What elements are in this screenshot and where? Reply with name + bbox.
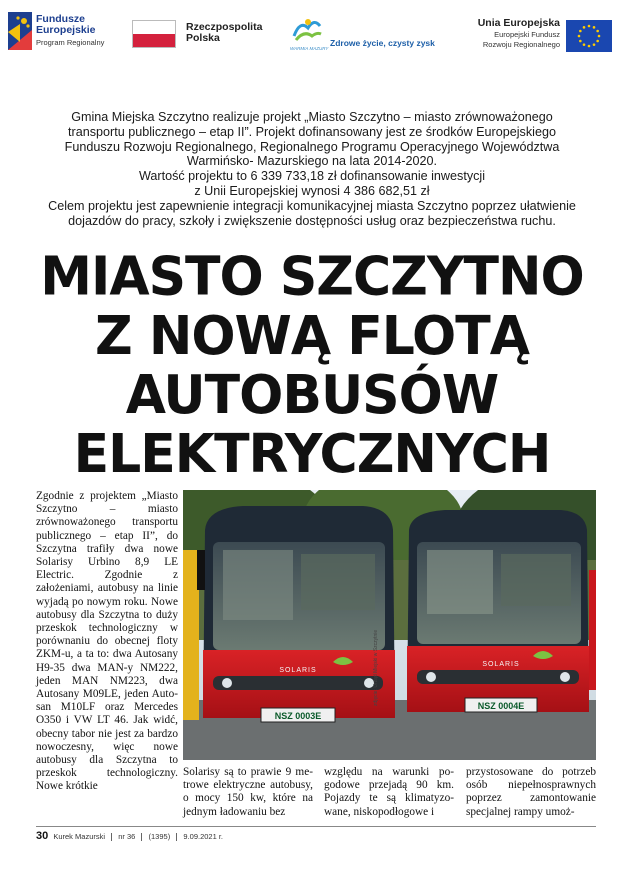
article-column-2: [183, 766, 313, 819]
footer-separator: [141, 833, 142, 841]
unia-line3: Rozwoju Regionalnego: [482, 40, 560, 49]
photo-caption: zdjęcie: Urząd Miejski w Szczytnie: [373, 629, 379, 706]
warmia-mazury-sub: WARMIA MAZURY: [290, 46, 329, 51]
publication-date: 9.09.2021 r.: [183, 832, 224, 841]
intro-line: transportu publicznego – etap II”. Projekt dofinansowany jest ze środków Europejskiego: [68, 124, 556, 139]
eu-star-icon: [598, 35, 601, 38]
page-number: 30: [36, 830, 49, 842]
intro-line: Wartość projektu to 6 339 733,18 zł dofinansowanie inwestycji: [138, 169, 486, 184]
left-bus: [197, 506, 395, 722]
rzeczpospolita-logo: [132, 18, 272, 52]
eu-star-icon: [593, 43, 596, 46]
intro-line: dojazdów do pracy, szkoły i zwiększenie dostępności usług oraz bezpieczeństwa ruchu.: [68, 213, 556, 228]
intro-line: Celem projektu jest zapewnienie integracji komunikacyjnej miasta Szczytno poprzez ułatwienie: [48, 198, 576, 213]
eu-star-icon: [596, 30, 599, 33]
eu-star-icon: [593, 26, 596, 29]
unia-europejska-logo: [462, 16, 612, 56]
issue-number: nr 36: [118, 832, 136, 841]
headline-line: AUTOBUSÓW: [125, 364, 499, 427]
rzeczpospolita-line1: Rzeczpospolita: [186, 21, 263, 33]
project-intro: [20, 110, 604, 228]
right-bus-brand: SOLARIS: [482, 661, 520, 668]
right-bus: [407, 510, 596, 712]
buses-photo-illustration: [183, 490, 596, 760]
unia-line1: Unia Europejska: [477, 17, 560, 29]
fundusze-line3: Program Regionalny: [36, 38, 105, 47]
intro-line: Gmina Miejska Szczytno realizuje projekt „Miasto Szczytno – miasto zrównoważonego: [71, 110, 553, 124]
logo-bar: [0, 0, 624, 72]
headline-line: ELEKTRYCZNYCH: [73, 424, 551, 486]
eu-flag-icon: [566, 20, 612, 52]
page-footer: [36, 830, 223, 842]
intro-line: Funduszu Rozwoju Regionalnego, Regionalnego Programu Operacyjnego Województwa: [64, 139, 560, 154]
warmia-mazury-slogan: Zdrowe życie, czysty zysk: [330, 38, 435, 48]
headline-line: MIASTO SZCZYTNO: [40, 246, 584, 308]
fundusze-europejskie-logo: [8, 12, 128, 56]
footer-rule: [36, 826, 596, 827]
eu-star-icon: [588, 45, 591, 48]
intro-line: z Unii Europejskiej wynosi 4 386 682,51 zł: [194, 183, 430, 198]
eu-star-icon: [596, 40, 599, 43]
article-photo: [183, 490, 596, 760]
footer-separator: [111, 833, 112, 841]
eu-star-icon: [579, 40, 582, 43]
intro-line: Warmińsko- Mazurskiego na lata 2014-2020.: [186, 154, 438, 169]
left-bus-plate: NSZ 0003E: [274, 711, 322, 721]
fundusze-star-mark-icon: [8, 12, 32, 50]
article-column-4: [466, 766, 596, 819]
article-headline: [0, 248, 624, 485]
eu-star-icon: [583, 43, 586, 46]
article-column-1-text: Zgodnie z projektem „Miasto Szczytno – miasto zrównoważonego transportu publicznego – etap II”, do Szczytna trafiły dwa nowe Solarisy Urbino 8,9 LE Electric. Zgodnie z założeniami, autobusy na linie wyjadą po nowym roku. Nowe autobusy dla Szczytna to duży przeskok technologiczny w porównaniu do obecnej floty ZKM-u, a ta to: dwa Autosany H9-35 dwa MAN-y NM222, jeden MAN NM223, dwa Autosany M09LE, jeden Autosan M10LF oraz Mercedes O350 i VW LT 46. Jak widć, obecny tabor nie jest za bardzo nowoczesny, więc nowe autobusy dla Szczytna to przeskok technologiczny. Nowe krótkie: [36, 490, 178, 793]
edition-number: (1395): [148, 832, 171, 841]
article-column-3-text: względu na warunki pogodowe przejadą 90 km. Pojazdy te są klimatyzowane, niskopodłogowe i: [324, 766, 454, 818]
right-bus-plate: NSZ 0004E: [477, 701, 525, 711]
eu-star-icon: [579, 30, 582, 33]
headline-line: Z NOWĄ FLOTĄ: [95, 305, 529, 368]
warmia-mazury-mark-icon: [290, 16, 324, 46]
eu-star-icon: [588, 25, 591, 28]
article-column-1: [36, 490, 178, 794]
warmia-mazury-logo: [290, 16, 440, 56]
eu-star-icon: [583, 26, 586, 29]
rzeczpospolita-line2: Polska: [186, 32, 220, 44]
footer-separator: [176, 833, 177, 841]
article-column-3: [324, 766, 454, 819]
polish-flag-icon: [132, 20, 176, 48]
publication-name: Kurek Mazurski: [53, 832, 106, 841]
unia-line2: Europejski Fundusz: [494, 30, 560, 39]
left-bus-brand: SOLARIS: [279, 667, 317, 674]
fundusze-line2: Europejskie: [36, 24, 96, 36]
article-column-2-text: Solarisy są to prawie 9 metrowe elektryczne autobusy, o mocy 150 kw, które na jednym ładowaniu bez: [183, 766, 313, 818]
article-column-4-text: przystosowane do potrzeb osób niepełnosprawnych poprzez zamontowanie specjalnej rampy umoż-: [466, 766, 596, 818]
fundusze-line1: Fundusze: [36, 13, 85, 25]
eu-star-icon: [578, 35, 581, 38]
